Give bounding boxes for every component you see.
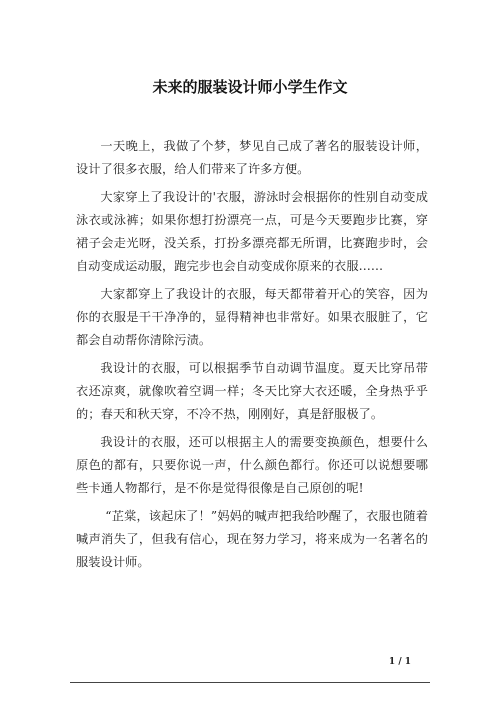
paragraph-2: 大家穿上了我设计的'衣服，游泳时会根据你的性别自动变成泳衣或泳裤；如果你想打扮漂亮一点，可是今天要跑步比赛，穿裙子会走光呀，没关系，打扮多漂亮都无所谓，比赛跑步时，会自动变成运动服，跑完步也会自动变成你原来的衣服…… (76, 190, 428, 273)
document-body (76, 135, 428, 579)
paragraph-4: 我设计的衣服，可以根据季节自动调节温度。夏天比穿吊带衣还凉爽，就像吹着空调一样；冬天比穿大衣还暖，全身热乎乎的；春天和秋天穿，不冷不热，刚刚好，真是舒服极了。 (76, 361, 428, 421)
paragraph-6: “芷棠，该起床了！”妈妈的喊声把我给吵醒了，衣服也随着喊声消失了，但我有信心，现在努力学习，将来成为一名著名的服装设计师。 (76, 509, 428, 569)
paragraph-3: 大家都穿上了我设计的衣服，每天都带着开心的笑容，因为你的衣服是干干净净的，显得精神也非常好。如果衣服脏了，它都会自动帮你清除污渍。 (76, 287, 428, 347)
document-title: 未来的服装设计师小学生作文 (152, 78, 348, 96)
paragraph-5: 我设计的衣服，还可以根据主人的需要变换颜色，想要什么原色的都有，只要你说一声，什么颜色都行。你还可以说想要哪些卡通人物都行，是不你是觉得很像是自己原创的呢! (76, 435, 428, 495)
page-number: 1 / 1 (388, 657, 411, 667)
footer-divider (70, 682, 430, 683)
paragraph-1: 一天晚上，我做了个梦，梦见自己成了著名的服装设计师，设计了很多衣服，给人们带来了许多方便。 (76, 139, 428, 176)
